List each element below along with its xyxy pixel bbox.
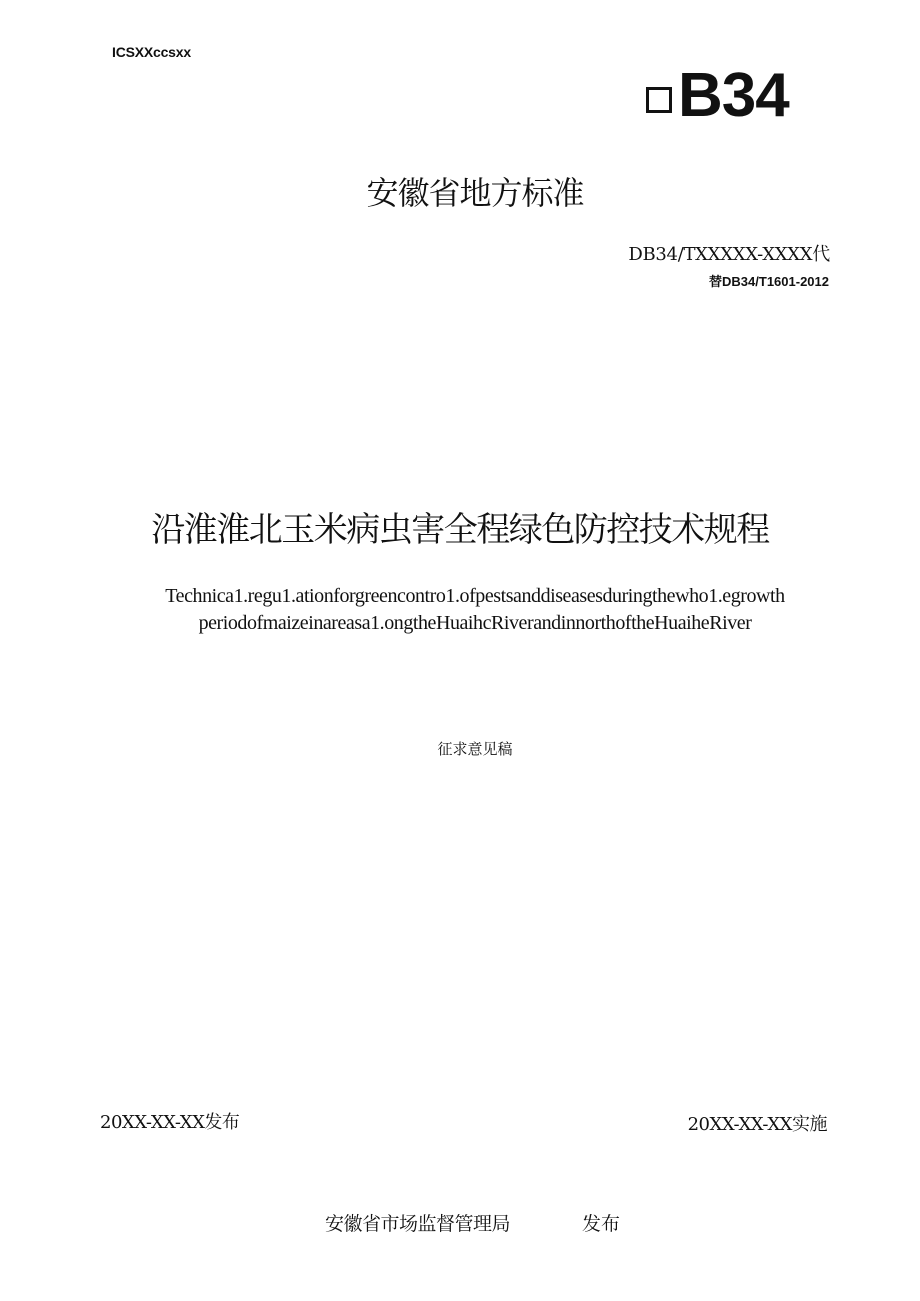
ics-code: ICSXXccsxx	[112, 44, 191, 60]
standard-code: DB34/TXXXXX-XXXX代	[628, 244, 830, 265]
replaces-code: 替DB34/T1601-2012	[709, 274, 829, 289]
title-chinese: 沿淮淮北玉米病虫害全程绿色防控技术规程	[151, 510, 769, 550]
standard-type: 安徽省地方标准	[366, 174, 584, 212]
publisher: 安徽省市场监督管理局	[325, 1213, 511, 1235]
draft-label: 征求意见稿	[437, 740, 513, 758]
publish-label: 发布	[582, 1213, 621, 1235]
title-english-line1: Technica1.regu1.ationforgreencontro1.ofpestsanddiseasesduringthewho1.egrowth	[165, 585, 785, 607]
issue-date: 20XX-XX-XX发布	[100, 1112, 240, 1133]
implementation-date: 20XX-XX-XX实施	[687, 1114, 827, 1135]
logo-text: B34	[678, 61, 789, 130]
db-logo	[646, 61, 789, 130]
title-english-line2: periodofmaizeinareasa1.ongtheHuaihcRiverandinnorthoftheHuaiheRiver	[198, 612, 752, 634]
square-icon	[646, 87, 672, 113]
